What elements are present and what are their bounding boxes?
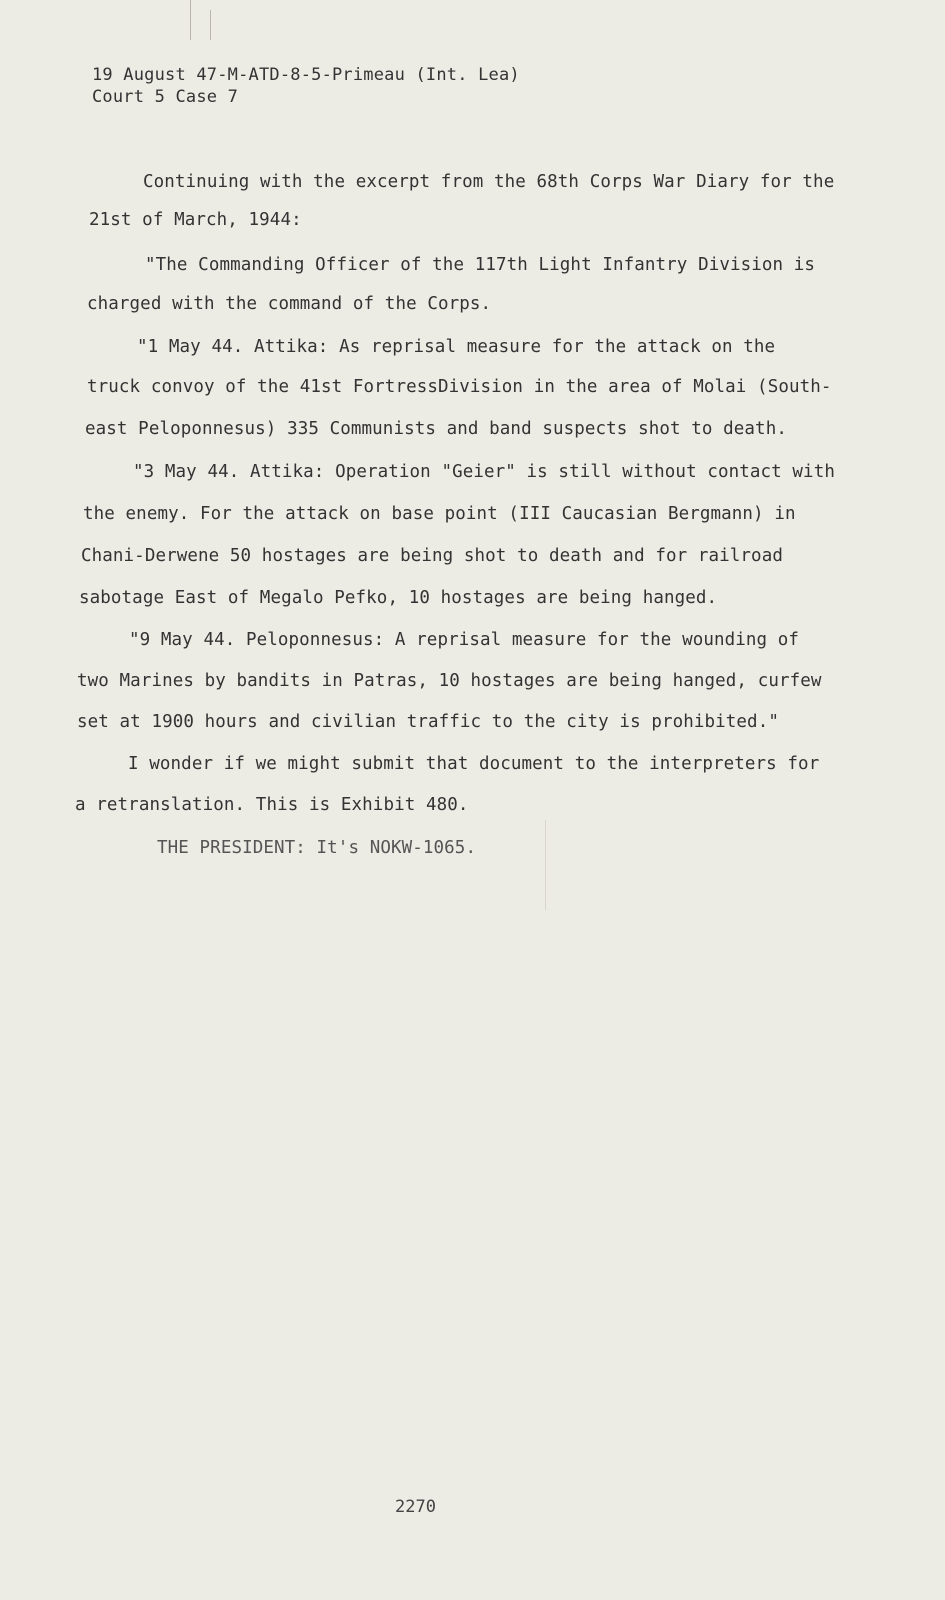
body-line: Continuing with the excerpt from the 68th Corps War Diary for the bbox=[143, 172, 835, 192]
body-line: the enemy. For the attack on base point (III Caucasian Bergmann) in bbox=[83, 504, 796, 524]
body-line: Chani-Derwene 50 hostages are being shot to death and for railroad bbox=[81, 546, 783, 566]
header-date-line: 19 August 47-M-ATD-8-5-Primeau (Int. Lea) bbox=[92, 65, 520, 85]
body-line: two Marines by bandits in Patras, 10 hostages are being hanged, curfew bbox=[77, 671, 822, 691]
body-line: "9 May 44. Peloponnesus: A reprisal measure for the wounding of bbox=[129, 630, 800, 650]
body-line: 21st of March, 1944: bbox=[89, 210, 302, 230]
body-line: THE PRESIDENT: It's NOKW-1065. bbox=[157, 838, 477, 858]
body-line: set at 1900 hours and civilian traffic to the city is prohibited." bbox=[77, 712, 779, 732]
page-number: 2270 bbox=[395, 1497, 436, 1517]
paper-crease bbox=[545, 820, 546, 910]
paper-mark bbox=[210, 10, 211, 40]
body-line: "The Commanding Officer of the 117th Light Infantry Division is bbox=[145, 255, 816, 275]
body-line: I wonder if we might submit that document to the interpreters for bbox=[128, 754, 820, 774]
paper-mark bbox=[190, 0, 191, 40]
body-line: truck convoy of the 41st FortressDivision in the area of Molai (South- bbox=[87, 377, 832, 397]
body-line: charged with the command of the Corps. bbox=[87, 294, 492, 314]
header-court-line: Court 5 Case 7 bbox=[92, 87, 239, 107]
body-line: a retranslation. This is Exhibit 480. bbox=[75, 795, 469, 815]
body-line: east Peloponnesus) 335 Communists and band suspects shot to death. bbox=[85, 419, 787, 439]
body-line: "3 May 44. Attika: Operation "Geier" is still without contact with bbox=[133, 462, 835, 482]
body-line: sabotage East of Megalo Pefko, 10 hostages are being hanged. bbox=[79, 588, 718, 608]
body-line: "1 May 44. Attika: As reprisal measure for the attack on the bbox=[137, 337, 776, 357]
